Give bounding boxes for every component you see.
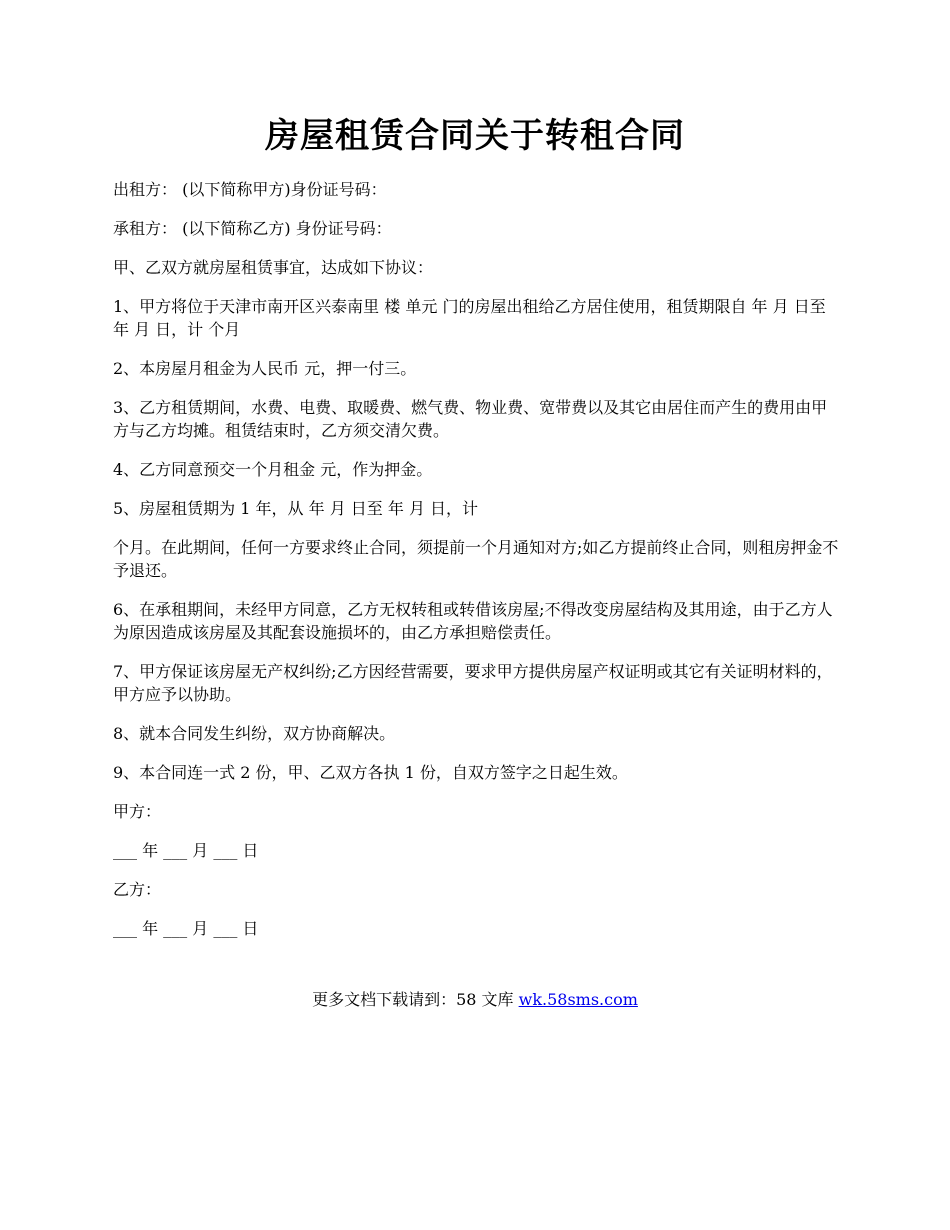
- clause-9: 9、本合同连一式 2 份，甲、乙双方各执 1 份，自双方签字之日起生效。: [113, 763, 628, 782]
- paragraph-intro: 甲、乙双方就房屋租赁事宜，达成如下协议：: [113, 258, 434, 277]
- clause-2: 2、本房屋月租金为人民币 元，押一付三。: [113, 359, 417, 378]
- paragraph-lessor: 出租方： (以下简称甲方)身份证号码：: [113, 180, 387, 199]
- party-b-date: ___ 年 ___ 月 ___ 日: [113, 919, 259, 938]
- paragraph-lessee: 承租方： (以下简称乙方) 身份证号码：: [113, 219, 392, 238]
- footer-text: 更多文档下载请到：58 文库: [312, 990, 519, 1009]
- party-b-signature: 乙方：: [113, 880, 162, 899]
- clause-7: 7、甲方保证该房屋无产权纠纷;乙方因经营需要，要求甲方提供房屋产权证明或其它有关证明材料的，甲方应予以协助。: [113, 662, 833, 704]
- document-body: [113, 178, 843, 956]
- clause-4: 4、乙方同意预交一个月租金 元，作为押金。: [113, 460, 433, 479]
- party-a-signature: 甲方：: [113, 802, 162, 821]
- footer: [0, 988, 950, 1011]
- clause-1: 1、甲方将位于天津市南开区兴泰南里 楼 单元 门的房屋出租给乙方居住使用，租赁期限自 年 月 日至 年 月 日，计 个月: [113, 297, 826, 339]
- clause-3: 3、乙方租赁期间，水费、电费、取暖费、燃气费、物业费、宽带费以及其它由居住而产生的费用由甲方与乙方均摊。租赁结束时，乙方须交清欠费。: [113, 398, 828, 440]
- footer-link[interactable]: wk.58sms.com: [518, 990, 638, 1009]
- clause-5: 5、房屋租赁期为 1 年，从 年 月 日至 年 月 日，计: [113, 499, 479, 518]
- clause-6: 6、在承租期间，未经甲方同意，乙方无权转租或转借该房屋;不得改变房屋结构及其用途，由于乙方人为原因造成该房屋及其配套设施损坏的，由乙方承担赔偿责任。: [113, 600, 833, 642]
- clause-8: 8、就本合同发生纠纷，双方协商解决。: [113, 724, 396, 743]
- party-a-date: ___ 年 ___ 月 ___ 日: [113, 841, 259, 860]
- document-title: 房屋租赁合同关于转租合同: [265, 116, 685, 156]
- clause-5-continued: 个月。在此期间，任何一方要求终止合同，须提前一个月通知对方;如乙方提前终止合同，则租房押金不予退还。: [113, 538, 839, 580]
